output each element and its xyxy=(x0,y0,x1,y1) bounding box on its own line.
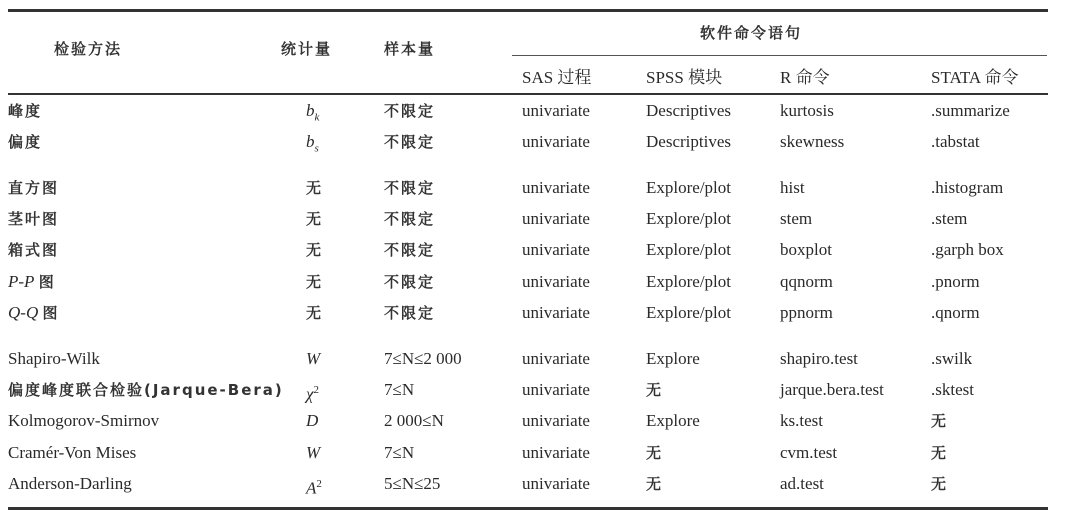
sas-cell: univariate xyxy=(522,178,590,197)
method-label: 箱式图 xyxy=(8,241,60,259)
statistic-superscript: 2 xyxy=(313,384,319,396)
method-italic-label: Q-Q xyxy=(8,303,39,322)
statistic-symbol: 无 xyxy=(306,304,324,322)
r-cell: skewness xyxy=(780,132,845,151)
sas-cell: univariate xyxy=(522,132,590,151)
statistic-symbol: 无 xyxy=(306,210,324,228)
method-cell xyxy=(8,348,100,370)
sample-size-cell: 2 000≤N xyxy=(384,411,444,430)
method-cell xyxy=(8,379,284,401)
top-rule xyxy=(8,9,1048,12)
method-cell xyxy=(8,271,56,293)
method-label: 茎叶图 xyxy=(8,210,60,228)
sas-cell: univariate xyxy=(522,240,590,259)
header-spss: SPSS 模块 xyxy=(646,68,723,87)
spss-cell: Explore/plot xyxy=(646,272,731,291)
header-stata: STATA 命令 xyxy=(931,68,1019,87)
statistic-cell xyxy=(306,177,323,199)
statistic-cell xyxy=(306,473,322,500)
statistic-cell xyxy=(306,442,320,464)
statistic-cell xyxy=(306,302,323,324)
statistic-cell xyxy=(306,348,320,370)
stata-cell: .qnorm xyxy=(931,303,980,322)
sas-cell: univariate xyxy=(522,209,590,228)
method-cell xyxy=(8,302,59,324)
stata-cell: 无 xyxy=(931,475,949,493)
r-cell: hist xyxy=(780,178,805,197)
statistic-symbol: W xyxy=(306,349,321,368)
sample-size-cell: 不限定 xyxy=(384,133,436,151)
statistic-symbol: b xyxy=(306,132,315,151)
stata-cell: .tabstat xyxy=(931,132,980,151)
statistic-symbol: 无 xyxy=(306,273,324,291)
r-cell: ad.test xyxy=(780,474,824,493)
sas-cell: univariate xyxy=(522,349,590,368)
statistic-cell xyxy=(306,131,319,159)
sample-size-cell: 不限定 xyxy=(384,179,436,197)
method-cell xyxy=(8,177,59,199)
method-italic-label: P-P xyxy=(8,272,35,291)
sas-cell: univariate xyxy=(522,474,590,493)
spss-cell: Explore/plot xyxy=(646,209,731,228)
sample-size-cell: 7≤N≤2 000 xyxy=(384,349,462,368)
statistic-cell xyxy=(306,379,319,406)
sample-size-cell: 7≤N xyxy=(384,380,415,399)
stata-cell: .histogram xyxy=(931,178,1004,197)
method-cell xyxy=(8,410,159,432)
spss-cell: 无 xyxy=(646,381,664,399)
method-cell xyxy=(8,100,42,122)
statistic-cell xyxy=(306,239,323,261)
statistic-symbol: D xyxy=(306,411,319,430)
stata-cell: 无 xyxy=(931,412,949,430)
method-label: 峰度 xyxy=(8,102,43,120)
header-sas: SAS 过程 xyxy=(522,68,592,87)
sample-size-cell: 不限定 xyxy=(384,210,436,228)
sample-size-cell: 5≤N≤25 xyxy=(384,474,441,493)
statistic-subscript: k xyxy=(314,111,320,124)
r-cell: ks.test xyxy=(780,411,823,430)
statistic-symbol: χ xyxy=(306,384,314,404)
spss-cell: Descriptives xyxy=(646,101,731,120)
stata-cell: .stem xyxy=(931,209,968,228)
statistic-cell xyxy=(306,100,319,128)
stata-cell: .sktest xyxy=(931,380,974,399)
statistic-cell xyxy=(306,208,323,230)
method-label: 偏度 xyxy=(8,133,43,151)
header-r: R 命令 xyxy=(780,68,830,87)
spss-cell: 无 xyxy=(646,475,664,493)
spss-cell: 无 xyxy=(646,444,664,462)
method-cell xyxy=(8,208,59,230)
r-cell: shapiro.test xyxy=(780,349,858,368)
stata-cell: .garph box xyxy=(931,240,1004,259)
spss-cell: Explore/plot xyxy=(646,240,731,259)
spss-cell: Explore/plot xyxy=(646,178,731,197)
method-cell xyxy=(8,442,136,464)
statistic-subscript: s xyxy=(314,142,319,155)
statistic-symbol: 无 xyxy=(306,241,324,259)
method-cell xyxy=(8,239,59,261)
method-label: Shapiro-Wilk xyxy=(8,349,100,368)
spss-cell: Explore/plot xyxy=(646,303,731,322)
spss-cell: Descriptives xyxy=(646,132,731,151)
statistic-symbol: A xyxy=(306,478,317,498)
method-label: 直方图 xyxy=(8,179,60,197)
r-cell: ppnorm xyxy=(780,303,833,322)
method-label: Anderson-Darling xyxy=(8,474,132,493)
method-label: Cramér-Von Mises xyxy=(8,443,137,462)
header-software-group: 软件命令语句 xyxy=(700,24,803,42)
statistic-symbol: b xyxy=(306,101,315,120)
header-statistic: 统计量 xyxy=(281,40,333,58)
r-cell: stem xyxy=(780,209,813,228)
spss-cell: Explore xyxy=(646,411,700,430)
r-cell: jarque.bera.test xyxy=(780,380,884,399)
statistic-symbol: W xyxy=(306,443,321,462)
statistic-cell xyxy=(306,271,323,293)
header-rule xyxy=(8,93,1048,95)
statistic-cell xyxy=(306,410,318,432)
method-label: Kolmogorov-Smirnov xyxy=(8,411,160,430)
stata-cell: .swilk xyxy=(931,349,973,368)
stata-cell: 无 xyxy=(931,444,949,462)
method-label: 图 xyxy=(38,273,56,291)
sas-cell: univariate xyxy=(522,380,590,399)
sas-cell: univariate xyxy=(522,443,590,462)
sample-size-cell: 不限定 xyxy=(384,304,436,322)
sample-size-cell: 不限定 xyxy=(384,241,436,259)
sas-cell: univariate xyxy=(522,411,590,430)
stata-cell: .pnorm xyxy=(931,272,980,291)
statistic-symbol: 无 xyxy=(306,179,324,197)
r-cell: cvm.test xyxy=(780,443,838,462)
sas-cell: univariate xyxy=(522,272,590,291)
method-cell xyxy=(8,473,132,495)
method-cell xyxy=(8,131,42,153)
spss-cell: Explore xyxy=(646,349,700,368)
method-label: 图 xyxy=(42,304,60,322)
software-group-rule xyxy=(512,55,1047,56)
stata-cell: .summarize xyxy=(931,101,1010,120)
r-cell: qqnorm xyxy=(780,272,833,291)
r-cell: boxplot xyxy=(780,240,832,259)
header-method: 检验方法 xyxy=(54,40,123,58)
sample-size-cell: 7≤N xyxy=(384,443,415,462)
header-sample-size: 样本量 xyxy=(384,40,436,58)
sas-cell: univariate xyxy=(522,101,590,120)
sample-size-cell: 不限定 xyxy=(384,273,436,291)
bottom-rule xyxy=(8,507,1048,510)
r-cell: kurtosis xyxy=(780,101,834,120)
sample-size-cell: 不限定 xyxy=(384,102,436,120)
method-label: 偏度峰度联合检验(Jarque-Bera) xyxy=(8,381,284,399)
sas-cell: univariate xyxy=(522,303,590,322)
statistic-superscript: 2 xyxy=(316,478,322,490)
